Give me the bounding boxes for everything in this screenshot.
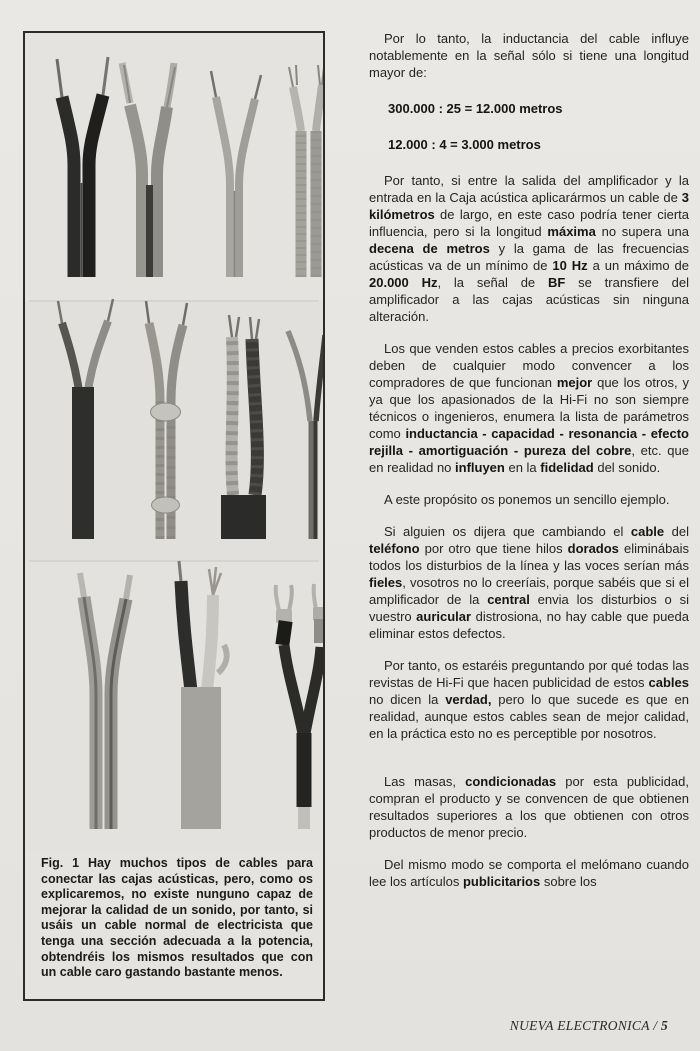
- paragraph: Por lo tanto, la inductancia del cable influye notablemente en la señal sólo si tiene una longitud mayor de:: [369, 31, 689, 80]
- cable-types-photo: [25, 33, 323, 851]
- page-footer: [510, 1018, 668, 1034]
- formula-line: 12.000 : 4 = 3.000 metros: [388, 137, 541, 152]
- formula-line: 300.000 : 25 = 12.000 metros: [388, 101, 563, 116]
- article-column: [369, 30, 689, 905]
- figure-1-caption: Fig. 1 Hay muchos tipos de cables para conectar las cajas acústicas, pero, como os explicaremos, no existe nunguno capaz de mejorar la calidad de un sonido, por tanto, si usáis un cable normal de electricista que tenga una sección adecuada a la potencia, obtendréis los mismos resultados que con un cable caro gastando bastante menos.: [41, 856, 313, 980]
- figure-1-frame: [23, 31, 325, 1001]
- page-number: 5: [660, 1018, 668, 1033]
- paragraph: Por tanto, si entre la salida del amplificador y la entrada en la Caja acústica aplicarármos un cable de 3 kilómetros de largo, en este caso podría tener cierta influencia, pero si la longitud máxima no supera una decena de metros y la gama de las frecuencias acústicas va de un mínimo de 10 Hz a un máximo de 20.000 Hz, la señal de BF se transfiere del amplificador a las cajas acústicas sin ninguna alteración.: [369, 173, 690, 324]
- paragraph: Las masas, condicionadas por esta publicidad, compran el producto y se convencen de que obtienen resultados superiores a los que obtienen con otros productos de menor precio.: [369, 774, 689, 840]
- paragraph: Por tanto, os estaréis preguntando por qué todas las revistas de Hi-Fi que hacen publicidad de estos cables no dicen la verdad, pero lo que sucede es que en realidad, aunque estos cables sean de mejor calidad, en la práctica esto no es perceptible por nosotros.: [369, 658, 689, 741]
- paragraph: Los que venden estos cables a precios exorbitantes deben de cualquier modo convencer a los compradores de que funcionan mejor que los otros, y ya que los apasionados de la Hi-Fi no son siempre técnicos o ingenieros, enumera la lista de parámetros como inductancia - capacidad - resonancia - efecto rejilla - amortiguación - pureza del cobre, etc. que en realidad no influyen en la fidelidad del sonido.: [369, 341, 689, 475]
- paragraph: A este propósito os ponemos un sencillo ejemplo.: [384, 492, 670, 507]
- paragraph: Del mismo modo se comporta el melómano cuando lee los artículos publicitarios sobre los: [369, 857, 689, 889]
- magazine-name: NUEVA ELECTRONICA /: [509, 1018, 661, 1033]
- paragraph: Si alguien os dijera que cambiando el cable del teléfono por otro que tiene hilos dorados eliminábais todos los disturbios de la línea y las voces serían más fieles, vosotros no lo creeríais, porque sabéis que si el amplificador de la central envia los disturbios o si vuestro auricular distrosiona, no hay cable que pueda eliminar estos defectos.: [369, 524, 690, 641]
